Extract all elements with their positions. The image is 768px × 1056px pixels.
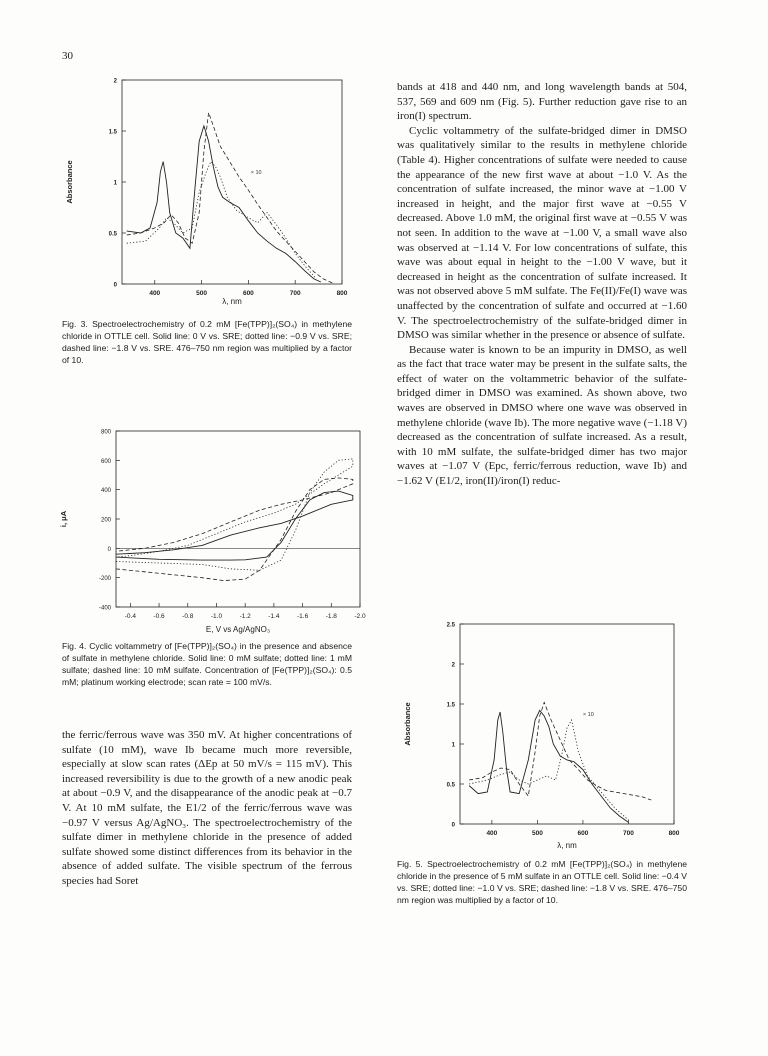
y-axis-label: i, μA (59, 510, 68, 528)
y-tick-label: 1 (451, 742, 455, 749)
x-tick-label: 500 (196, 290, 208, 297)
y-tick-label: 2.5 (446, 622, 455, 629)
x-tick-label: 400 (486, 830, 498, 837)
x-tick-label: -0.8 (182, 613, 194, 620)
figure-5-caption: Fig. 5. Spectroelectrochemistry of 0.2 mM [Fe(TPP)]₂(SO₄) in methylene chloride in the presence of 5 mM sulfate in an OTTLE cell. Solid line: −0.4 V vs. SRE; dotted line: −1.0 V vs. SRE; dashed line: −1.8 V vs. SRE. 476–750 nm region was multiplied by a factor of 10. (397, 859, 687, 905)
figure-4-voltammogram-chart (58, 425, 373, 635)
right-column-text (397, 80, 687, 489)
x-axis-label: λ, nm (557, 841, 577, 850)
right-paragraph-2: Cyclic voltammetry of the sulfate-bridged dimer in DMSO was qualitatively similar to the results in methylene chloride (Table 4). Higher concentrations of sulfate were needed to cause the appearance of the new first wave at about −1.0 V. As the concentration of sulfate increased, the minor wave at −1.00 V increased in height, and the major first wave at −0.55 V decreased. Above 1.0 mM, the original first wave at −0.55 V was not seen. In addition to the wave at −1.00 V, a small wave also was observed at −1.14 V. For low concentrations of sulfate, this wave was about equal in height to the −1.00 V wave, but it decreased in height as the concentration of sulfate increased. It was not observed above 5 mM sulfate. The Fe(II)/Fe(I) wave was unaffected by the concentration of sulfate and occurred at −1.60 V. The spectroelectrochemistry of the sulfate-bridged dimer in DMSO was similar whether in the presence or absence of sulfate. (397, 124, 687, 342)
y-tick-label: 0 (451, 822, 455, 829)
series-line-solid (469, 710, 628, 822)
y-tick-label: 0.5 (446, 782, 455, 789)
y-tick-label: 1.5 (108, 129, 117, 136)
y-tick-label: 800 (100, 429, 111, 436)
page-number: 30 (62, 50, 73, 62)
x-tick-label: 400 (149, 290, 161, 297)
x-tick-label: -2.0 (354, 613, 366, 620)
y-tick-label: 0 (113, 282, 117, 289)
series-line-dashed (469, 702, 651, 800)
scale-factor-annotation: × 10 (582, 712, 594, 718)
left-column-text (62, 728, 352, 889)
x-axis-label: E, V vs Ag/AgNO₃ (205, 625, 271, 634)
figure-5-spectrum-chart (392, 616, 692, 856)
y-tick-label: -400 (98, 605, 111, 612)
y-tick-label: 0.5 (108, 231, 117, 238)
x-tick-label: -1.6 (296, 613, 309, 620)
x-tick-label: -0.4 (124, 613, 136, 620)
y-tick-label: -200 (98, 576, 111, 583)
y-tick-label: 200 (100, 517, 111, 524)
x-tick-label: 800 (668, 830, 680, 837)
series-line-solid (127, 126, 321, 282)
x-tick-label: -1.0 (210, 613, 223, 620)
y-axis-label: Absorbance (65, 160, 74, 204)
x-tick-label: -1.2 (239, 613, 251, 620)
y-tick-label: 600 (100, 458, 111, 465)
y-tick-label: 400 (100, 488, 111, 495)
x-axis-label: λ, nm (222, 297, 242, 306)
series-line-dotted (116, 459, 353, 570)
x-tick-label: -1.8 (325, 613, 337, 620)
x-tick-label: 700 (623, 830, 634, 837)
scale-factor-annotation: × 10 (250, 169, 262, 176)
right-paragraph-1: bands at 418 and 440 nm, and long wavelength bands at 504, 537, 569 and 609 nm (Fig. 5). Further reduction gave rise to an iron(I) spectrum. (397, 81, 687, 123)
figure-3-spectrum-chart (60, 72, 360, 312)
y-tick-label: 1.5 (446, 702, 455, 709)
series-line-dashed (116, 478, 353, 581)
x-tick-label: -1.4 (268, 613, 280, 620)
plot-frame (460, 624, 674, 824)
x-tick-label: 700 (289, 290, 301, 297)
y-axis-label: Absorbance (403, 702, 412, 746)
x-tick-label: 800 (336, 290, 348, 297)
figure-3-caption: Fig. 3. Spectroelectrochemistry of 0.2 mM [Fe(TPP)]₂(SO₄) in methylene chloride in OTTLE cell. Solid line: 0 V vs. SRE; dotted line: −0.9 V vs. SRE; dashed line: −1.8 V vs. SRE. 476–750 nm region was multiplied by a factor of 10. (62, 319, 352, 365)
series-line-solid (116, 491, 353, 560)
x-tick-label: -0.6 (153, 613, 165, 620)
series-line-dotted (469, 720, 628, 820)
y-tick-label: 0 (107, 546, 111, 553)
plot-frame (122, 80, 342, 284)
y-tick-label: 1 (113, 180, 117, 187)
x-tick-label: 600 (242, 290, 254, 297)
figure-4-caption: Fig. 4. Cyclic voltammetry of [Fe(TPP)]₂(SO₄) in the presence and absence of sulfate in methylene chloride. Solid line: 0 mM sulfate; dotted line: 1 mM sulfate; dashed line: 10 mM sulfate. Concentration of [Fe(TPP)]₂(SO₄): 0.5 mM; platinum working electrode; scan rate = 100 mV/s. (62, 641, 352, 687)
right-paragraph-3: Because water is known to be an impurity in DMSO, as well as the fact that trace water may be present in the sulfate salts, the effect of water on the voltammetric behavior of the sulfate-bridged dimer in DMSO was examined. As shown above, two waves are observed in DMSO where one wave was observed in methylene chloride (wave Ib). The more negative wave (−1.18 V) decreased as the concentration of sulfate increased. As a result, with 10 mM sulfate, the sulfate-bridged dimer has two major waves at −1.07 V (Epc, ferric/ferrous reduction, wave Ib) and −1.62 V (E1/2, iron(II)/iron(I) reduc- (397, 343, 687, 488)
y-tick-label: 2 (451, 662, 455, 669)
series-line-dotted (127, 162, 317, 279)
y-tick-label: 2 (113, 78, 117, 85)
left-paragraph: the ferric/ferrous wave was 350 mV. At higher concentrations of sulfate (10 mM), wave Ib became much more reversible, especially at slow scan rates (ΔEp at 50 mV/s = 115 mV). This increased reversibility is due to the growth of a new anodic peak at about −0.9 V, and the disappearance of the anodic peak at −0.7 V. At 10 mM sulfate, the E1/2 of the ferric/ferrous wave was −0.97 V versus Ag/AgNO₃. The spectroelectrochemistry of the sulfate dimer in methylene chloride in the presence of added sulfate showed some distinct differences from its behavior in the absence of added sulfate. The visible spectrum of the ferrous species had Soret (62, 729, 352, 887)
x-tick-label: 500 (531, 830, 543, 837)
x-tick-label: 600 (577, 830, 589, 837)
